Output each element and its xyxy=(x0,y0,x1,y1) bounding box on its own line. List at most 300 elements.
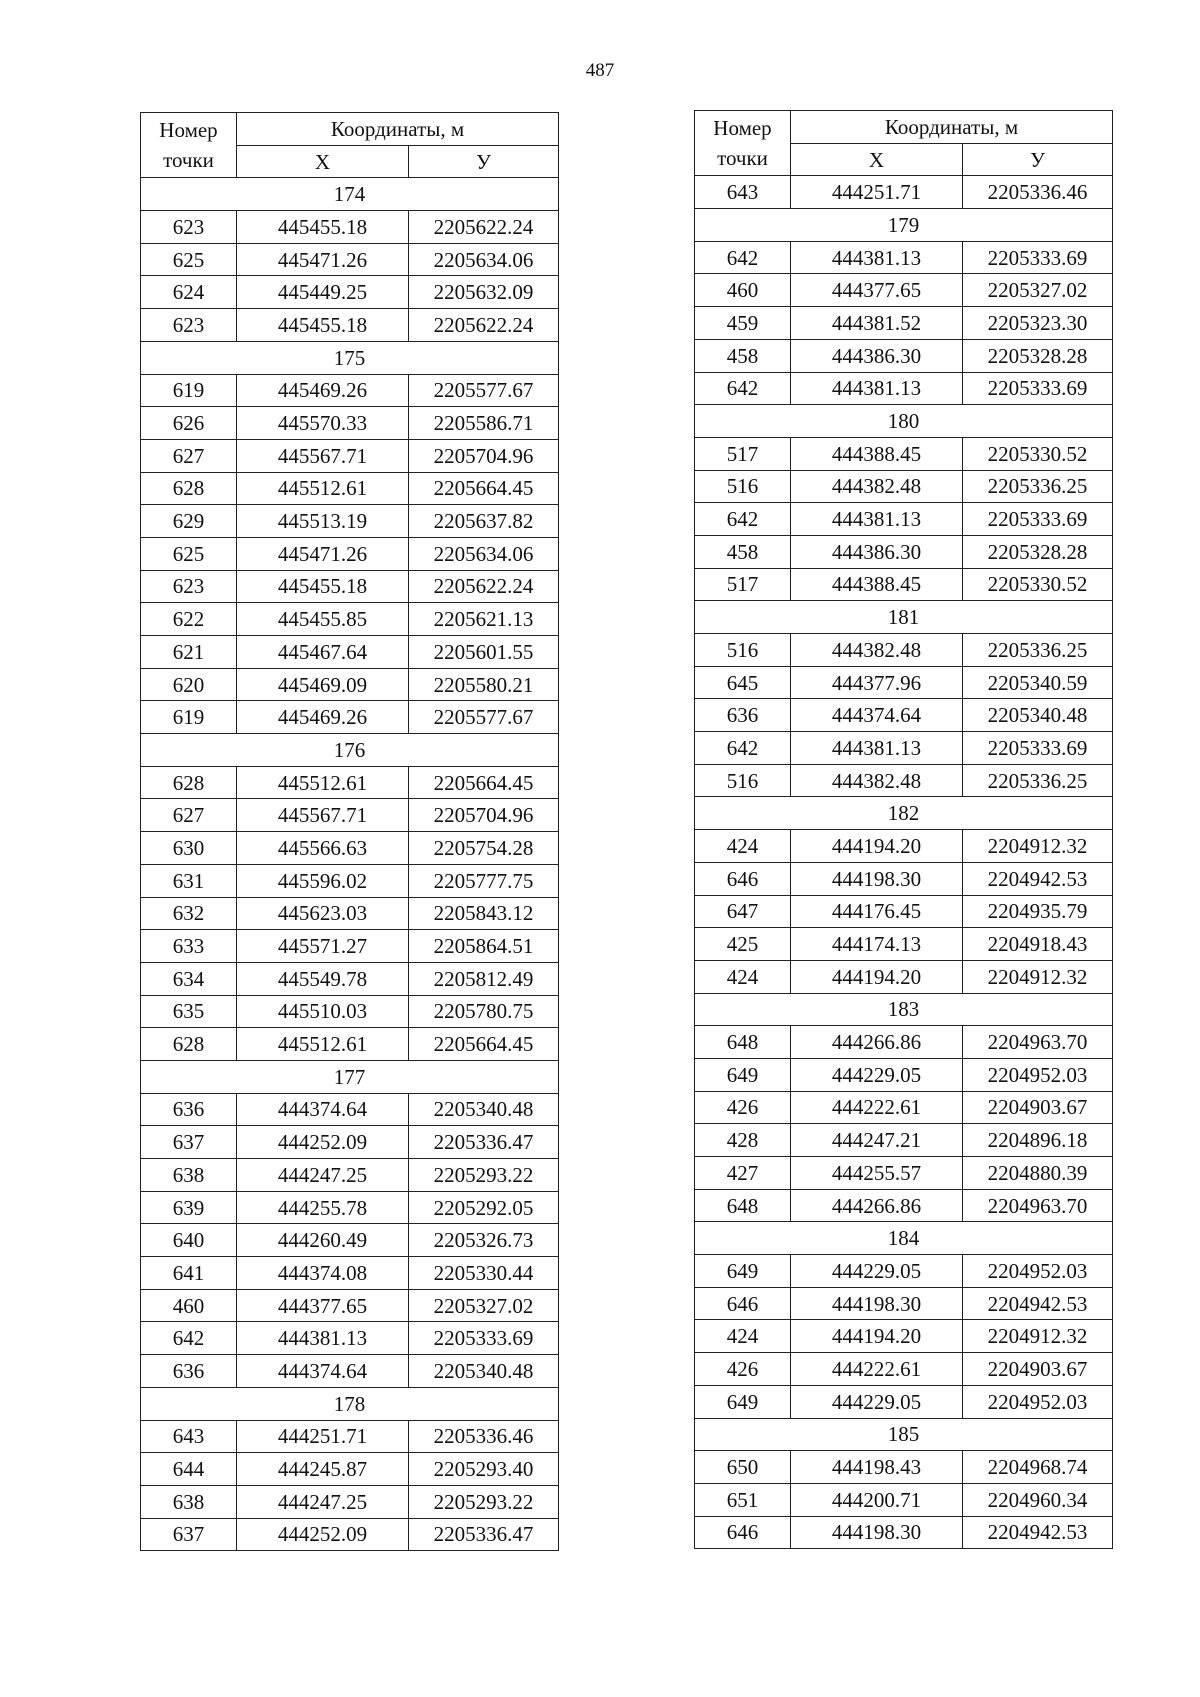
point-number-cell: 649 xyxy=(695,1058,791,1091)
table-row xyxy=(141,799,559,832)
table-row xyxy=(695,960,1113,993)
y-coordinate-cell: 2205336.47 xyxy=(409,1518,559,1551)
y-coordinate-cell: 2205292.05 xyxy=(409,1191,559,1224)
table-row xyxy=(695,1124,1113,1157)
point-number-cell: 651 xyxy=(695,1483,791,1516)
y-coordinate-cell: 2205336.47 xyxy=(409,1126,559,1159)
group-label: 179 xyxy=(695,209,1113,242)
table-row xyxy=(695,307,1113,340)
x-coordinate-cell: 445469.26 xyxy=(237,701,409,734)
table-row xyxy=(695,339,1113,372)
y-coordinate-cell: 2204942.53 xyxy=(963,1516,1113,1549)
y-coordinate-cell: 2205330.52 xyxy=(963,437,1113,470)
x-coordinate-cell: 444388.45 xyxy=(791,437,963,470)
y-coordinate-cell: 2205330.44 xyxy=(409,1257,559,1290)
y-coordinate-cell: 2204880.39 xyxy=(963,1157,1113,1190)
x-coordinate-cell: 444374.64 xyxy=(791,699,963,732)
point-number-cell: 426 xyxy=(695,1353,791,1386)
y-coordinate-cell: 2205336.25 xyxy=(963,470,1113,503)
table-row xyxy=(695,1451,1113,1484)
table-row xyxy=(695,699,1113,732)
group-label: 180 xyxy=(695,405,1113,438)
x-coordinate-cell: 444200.71 xyxy=(791,1483,963,1516)
y-coordinate-cell: 2205601.55 xyxy=(409,636,559,669)
point-number-cell: 628 xyxy=(141,472,237,505)
x-coordinate-cell: 445469.26 xyxy=(237,374,409,407)
point-number-cell: 626 xyxy=(141,407,237,440)
y-coordinate-cell: 2205323.30 xyxy=(963,307,1113,340)
group-header-row xyxy=(141,341,559,374)
x-coordinate-cell: 444229.05 xyxy=(791,1058,963,1091)
x-coordinate-cell: 444255.78 xyxy=(237,1191,409,1224)
point-number-cell: 646 xyxy=(695,1287,791,1320)
x-coordinate-cell: 444194.20 xyxy=(791,960,963,993)
y-coordinate-cell: 2205622.24 xyxy=(409,309,559,342)
x-coordinate-cell: 444374.64 xyxy=(237,1093,409,1126)
y-coordinate-cell: 2204963.70 xyxy=(963,1026,1113,1059)
x-coordinate-cell: 445467.64 xyxy=(237,636,409,669)
table-row xyxy=(141,962,559,995)
x-coordinate-cell: 444386.30 xyxy=(791,535,963,568)
group-header-row xyxy=(695,209,1113,242)
x-coordinate-cell: 445471.26 xyxy=(237,537,409,570)
table-row xyxy=(141,603,559,636)
table-row xyxy=(141,1191,559,1224)
table-row xyxy=(141,1420,559,1453)
x-coordinate-cell: 444381.13 xyxy=(791,503,963,536)
point-number-header: Номер точки xyxy=(695,111,791,176)
x-coordinate-cell: 445596.02 xyxy=(237,864,409,897)
point-number-cell: 641 xyxy=(141,1257,237,1290)
table-row xyxy=(695,503,1113,536)
table-row xyxy=(695,1157,1113,1190)
point-number-cell: 628 xyxy=(141,1028,237,1061)
table-row xyxy=(695,764,1113,797)
x-column-header: X xyxy=(237,145,409,178)
table-row xyxy=(695,1320,1113,1353)
y-coordinate-cell: 2205336.46 xyxy=(963,176,1113,209)
y-coordinate-cell: 2204960.34 xyxy=(963,1483,1113,1516)
x-coordinate-cell: 444266.86 xyxy=(791,1026,963,1059)
y-coordinate-cell: 2204912.32 xyxy=(963,830,1113,863)
table-row xyxy=(695,1026,1113,1059)
x-coordinate-cell: 444198.30 xyxy=(791,1287,963,1320)
y-coordinate-cell: 2205622.24 xyxy=(409,211,559,244)
x-coordinate-cell: 444247.25 xyxy=(237,1159,409,1192)
point-number-cell: 643 xyxy=(141,1420,237,1453)
point-number-cell: 646 xyxy=(695,862,791,895)
y-coordinate-cell: 2205704.96 xyxy=(409,799,559,832)
y-coordinate-cell: 2204903.67 xyxy=(963,1091,1113,1124)
point-number-cell: 629 xyxy=(141,505,237,538)
table-row xyxy=(695,862,1113,895)
x-coordinate-cell: 444174.13 xyxy=(791,928,963,961)
x-coordinate-cell: 444194.20 xyxy=(791,830,963,863)
y-coordinate-cell: 2204963.70 xyxy=(963,1189,1113,1222)
table-row xyxy=(141,897,559,930)
x-coordinate-cell: 445469.09 xyxy=(237,668,409,701)
group-label: 183 xyxy=(695,993,1113,1026)
x-coordinate-cell: 444260.49 xyxy=(237,1224,409,1257)
table-row xyxy=(695,1385,1113,1418)
point-number-cell: 428 xyxy=(695,1124,791,1157)
point-number-cell: 427 xyxy=(695,1157,791,1190)
y-coordinate-cell: 2205293.40 xyxy=(409,1453,559,1486)
x-coordinate-cell: 444388.45 xyxy=(791,568,963,601)
table-row xyxy=(141,276,559,309)
x-coordinate-cell: 444255.57 xyxy=(791,1157,963,1190)
y-coordinate-cell: 2205293.22 xyxy=(409,1159,559,1192)
x-coordinate-cell: 444198.30 xyxy=(791,1516,963,1549)
y-coordinate-cell: 2204918.43 xyxy=(963,928,1113,961)
y-coordinate-cell: 2205336.25 xyxy=(963,764,1113,797)
point-number-cell: 642 xyxy=(695,503,791,536)
y-coordinate-cell: 2205632.09 xyxy=(409,276,559,309)
x-coordinate-cell: 445471.26 xyxy=(237,243,409,276)
point-number-cell: 639 xyxy=(141,1191,237,1224)
page-number: 487 xyxy=(585,60,615,81)
x-coordinate-cell: 444222.61 xyxy=(791,1353,963,1386)
table-row xyxy=(141,1322,559,1355)
point-number-cell: 460 xyxy=(141,1289,237,1322)
y-coordinate-cell: 2205621.13 xyxy=(409,603,559,636)
point-number-cell: 632 xyxy=(141,897,237,930)
x-coordinate-cell: 444377.65 xyxy=(237,1289,409,1322)
x-coordinate-cell: 444381.13 xyxy=(791,372,963,405)
x-coordinate-cell: 444247.25 xyxy=(237,1485,409,1518)
y-coordinate-cell: 2205327.02 xyxy=(409,1289,559,1322)
point-number-cell: 623 xyxy=(141,570,237,603)
point-number-cell: 649 xyxy=(695,1385,791,1418)
point-number-cell: 516 xyxy=(695,634,791,667)
point-number-cell: 642 xyxy=(695,241,791,274)
y-coordinate-cell: 2205340.48 xyxy=(409,1355,559,1388)
group-label: 174 xyxy=(141,178,559,211)
point-number-cell: 625 xyxy=(141,243,237,276)
x-coordinate-cell: 444229.05 xyxy=(791,1255,963,1288)
point-number-cell: 424 xyxy=(695,830,791,863)
x-coordinate-cell: 445566.63 xyxy=(237,832,409,865)
point-number-cell: 425 xyxy=(695,928,791,961)
y-column-header: У xyxy=(409,145,559,178)
table-row xyxy=(695,732,1113,765)
x-coordinate-cell: 445455.85 xyxy=(237,603,409,636)
y-coordinate-cell: 2205637.82 xyxy=(409,505,559,538)
y-coordinate-cell: 2205340.59 xyxy=(963,666,1113,699)
table-row xyxy=(695,895,1113,928)
y-coordinate-cell: 2204952.03 xyxy=(963,1058,1113,1091)
table-row xyxy=(141,1028,559,1061)
table-row xyxy=(695,470,1113,503)
table-row xyxy=(695,176,1113,209)
table-row xyxy=(141,537,559,570)
group-header-row xyxy=(695,601,1113,634)
point-number-cell: 424 xyxy=(695,960,791,993)
x-coordinate-cell: 444374.08 xyxy=(237,1257,409,1290)
x-coordinate-cell: 444252.09 xyxy=(237,1126,409,1159)
y-coordinate-cell: 2205586.71 xyxy=(409,407,559,440)
table-row xyxy=(695,568,1113,601)
table-row xyxy=(141,211,559,244)
point-number-cell: 636 xyxy=(695,699,791,732)
x-coordinate-cell: 445570.33 xyxy=(237,407,409,440)
point-number-cell: 646 xyxy=(695,1516,791,1549)
point-number-cell: 643 xyxy=(695,176,791,209)
group-header-row xyxy=(695,1222,1113,1255)
x-coordinate-cell: 444252.09 xyxy=(237,1518,409,1551)
x-coordinate-cell: 444374.64 xyxy=(237,1355,409,1388)
x-coordinate-cell: 445512.61 xyxy=(237,766,409,799)
x-coordinate-cell: 445549.78 xyxy=(237,962,409,995)
y-coordinate-cell: 2205340.48 xyxy=(409,1093,559,1126)
x-coordinate-cell: 445567.71 xyxy=(237,799,409,832)
point-number-cell: 619 xyxy=(141,701,237,734)
y-coordinate-cell: 2205333.69 xyxy=(963,503,1113,536)
table-row xyxy=(695,1255,1113,1288)
point-number-cell: 642 xyxy=(695,372,791,405)
x-coordinate-cell: 444194.20 xyxy=(791,1320,963,1353)
point-number-cell: 516 xyxy=(695,764,791,797)
point-number-cell: 517 xyxy=(695,568,791,601)
table-row xyxy=(695,1287,1113,1320)
point-number-cell: 619 xyxy=(141,374,237,407)
point-number-cell: 642 xyxy=(695,732,791,765)
y-coordinate-cell: 2205333.69 xyxy=(409,1322,559,1355)
y-coordinate-cell: 2205328.28 xyxy=(963,535,1113,568)
x-coordinate-cell: 445455.18 xyxy=(237,211,409,244)
x-coordinate-cell: 445512.61 xyxy=(237,472,409,505)
y-coordinate-cell: 2205864.51 xyxy=(409,930,559,963)
point-number-cell: 627 xyxy=(141,799,237,832)
table-row xyxy=(141,832,559,865)
y-coordinate-cell: 2205340.48 xyxy=(963,699,1113,732)
x-coordinate-cell: 444377.65 xyxy=(791,274,963,307)
y-coordinate-cell: 2205580.21 xyxy=(409,668,559,701)
y-coordinate-cell: 2205336.25 xyxy=(963,634,1113,667)
point-number-cell: 631 xyxy=(141,864,237,897)
table-row xyxy=(141,374,559,407)
point-number-cell: 623 xyxy=(141,211,237,244)
table-row xyxy=(141,1159,559,1192)
group-label: 178 xyxy=(141,1387,559,1420)
x-coordinate-cell: 444382.48 xyxy=(791,764,963,797)
group-header-row xyxy=(141,1060,559,1093)
y-coordinate-cell: 2205754.28 xyxy=(409,832,559,865)
group-header-row xyxy=(695,993,1113,1026)
table-row xyxy=(141,1224,559,1257)
table-row xyxy=(141,1355,559,1388)
x-coordinate-cell: 445623.03 xyxy=(237,897,409,930)
group-label: 176 xyxy=(141,734,559,767)
x-coordinate-cell: 444381.52 xyxy=(791,307,963,340)
x-coordinate-cell: 445455.18 xyxy=(237,309,409,342)
table-row xyxy=(695,1483,1113,1516)
y-coordinate-cell: 2205843.12 xyxy=(409,897,559,930)
group-label: 175 xyxy=(141,341,559,374)
y-coordinate-cell: 2205812.49 xyxy=(409,962,559,995)
table-row xyxy=(695,372,1113,405)
table-row xyxy=(141,1093,559,1126)
table-row xyxy=(141,636,559,669)
y-coordinate-cell: 2205704.96 xyxy=(409,439,559,472)
point-number-cell: 625 xyxy=(141,537,237,570)
point-number-cell: 638 xyxy=(141,1159,237,1192)
x-coordinate-cell: 445513.19 xyxy=(237,505,409,538)
group-label: 185 xyxy=(695,1418,1113,1451)
y-coordinate-cell: 2205326.73 xyxy=(409,1224,559,1257)
y-coordinate-cell: 2204968.74 xyxy=(963,1451,1113,1484)
x-coordinate-cell: 445449.25 xyxy=(237,276,409,309)
table-row xyxy=(141,1126,559,1159)
x-coordinate-cell: 444381.13 xyxy=(791,241,963,274)
group-header-row xyxy=(695,405,1113,438)
table-row xyxy=(695,437,1113,470)
y-coordinate-cell: 2204896.18 xyxy=(963,1124,1113,1157)
point-number-cell: 624 xyxy=(141,276,237,309)
point-number-cell: 620 xyxy=(141,668,237,701)
x-column-header: X xyxy=(791,143,963,176)
point-number-cell: 623 xyxy=(141,309,237,342)
x-coordinate-cell: 444229.05 xyxy=(791,1385,963,1418)
table-row xyxy=(141,864,559,897)
x-coordinate-cell: 444251.71 xyxy=(237,1420,409,1453)
x-coordinate-cell: 444377.96 xyxy=(791,666,963,699)
table-row xyxy=(141,1257,559,1290)
table-row xyxy=(141,472,559,505)
table-row xyxy=(141,243,559,276)
group-header-row xyxy=(695,1418,1113,1451)
point-number-cell: 650 xyxy=(695,1451,791,1484)
x-coordinate-cell: 445567.71 xyxy=(237,439,409,472)
table-row xyxy=(695,830,1113,863)
y-coordinate-cell: 2205333.69 xyxy=(963,732,1113,765)
point-number-cell: 426 xyxy=(695,1091,791,1124)
y-coordinate-cell: 2205577.67 xyxy=(409,374,559,407)
table-row xyxy=(695,535,1113,568)
table-row xyxy=(141,701,559,734)
group-header-row xyxy=(141,734,559,767)
point-number-cell: 637 xyxy=(141,1126,237,1159)
point-number-cell: 459 xyxy=(695,307,791,340)
x-coordinate-cell: 445512.61 xyxy=(237,1028,409,1061)
table-row xyxy=(141,1453,559,1486)
y-coordinate-cell: 2205336.46 xyxy=(409,1420,559,1453)
point-number-cell: 648 xyxy=(695,1026,791,1059)
y-coordinate-cell: 2205780.75 xyxy=(409,995,559,1028)
point-number-cell: 458 xyxy=(695,535,791,568)
x-coordinate-cell: 444176.45 xyxy=(791,895,963,928)
y-coordinate-cell: 2205664.45 xyxy=(409,1028,559,1061)
point-number-cell: 424 xyxy=(695,1320,791,1353)
point-number-cell: 636 xyxy=(141,1093,237,1126)
x-coordinate-cell: 444382.48 xyxy=(791,634,963,667)
table-row xyxy=(695,1091,1113,1124)
table-row xyxy=(695,1189,1113,1222)
y-coordinate-cell: 2205330.52 xyxy=(963,568,1113,601)
point-number-cell: 637 xyxy=(141,1518,237,1551)
point-number-cell: 642 xyxy=(141,1322,237,1355)
y-coordinate-cell: 2204942.53 xyxy=(963,862,1113,895)
table-row xyxy=(695,666,1113,699)
point-number-cell: 634 xyxy=(141,962,237,995)
table-row xyxy=(695,1516,1113,1549)
table-row xyxy=(141,505,559,538)
point-number-cell: 517 xyxy=(695,437,791,470)
point-number-cell: 647 xyxy=(695,895,791,928)
table-row xyxy=(695,274,1113,307)
group-label: 177 xyxy=(141,1060,559,1093)
point-number-cell: 648 xyxy=(695,1189,791,1222)
x-coordinate-cell: 444382.48 xyxy=(791,470,963,503)
y-coordinate-cell: 2204935.79 xyxy=(963,895,1113,928)
y-coordinate-cell: 2204903.67 xyxy=(963,1353,1113,1386)
y-coordinate-cell: 2204952.03 xyxy=(963,1255,1113,1288)
table-row xyxy=(141,407,559,440)
x-coordinate-cell: 445455.18 xyxy=(237,570,409,603)
table-row xyxy=(695,634,1113,667)
point-number-header: Номер точки xyxy=(141,113,237,178)
group-header-row xyxy=(141,178,559,211)
y-coordinate-cell: 2205664.45 xyxy=(409,472,559,505)
table-row xyxy=(141,309,559,342)
x-coordinate-cell: 444247.21 xyxy=(791,1124,963,1157)
y-column-header: У xyxy=(963,143,1113,176)
y-coordinate-cell: 2205634.06 xyxy=(409,243,559,276)
point-number-cell: 633 xyxy=(141,930,237,963)
point-number-cell: 645 xyxy=(695,666,791,699)
point-number-cell: 649 xyxy=(695,1255,791,1288)
table-row xyxy=(141,570,559,603)
x-coordinate-cell: 444245.87 xyxy=(237,1453,409,1486)
y-coordinate-cell: 2205328.28 xyxy=(963,339,1113,372)
coordinates-table-left xyxy=(140,112,559,1551)
point-number-cell: 640 xyxy=(141,1224,237,1257)
y-coordinate-cell: 2205777.75 xyxy=(409,864,559,897)
x-coordinate-cell: 444198.30 xyxy=(791,862,963,895)
point-number-cell: 516 xyxy=(695,470,791,503)
y-coordinate-cell: 2204912.32 xyxy=(963,1320,1113,1353)
table-row xyxy=(141,930,559,963)
x-coordinate-cell: 445510.03 xyxy=(237,995,409,1028)
table-row xyxy=(695,1058,1113,1091)
y-coordinate-cell: 2205293.22 xyxy=(409,1485,559,1518)
y-coordinate-cell: 2205664.45 xyxy=(409,766,559,799)
y-coordinate-cell: 2204912.32 xyxy=(963,960,1113,993)
point-number-cell: 630 xyxy=(141,832,237,865)
coordinates-table-right xyxy=(694,110,1113,1549)
point-number-cell: 627 xyxy=(141,439,237,472)
table-row xyxy=(141,766,559,799)
x-coordinate-cell: 444222.61 xyxy=(791,1091,963,1124)
table-row xyxy=(141,1289,559,1322)
table-row xyxy=(141,668,559,701)
table-row xyxy=(141,995,559,1028)
y-coordinate-cell: 2205333.69 xyxy=(963,241,1113,274)
group-label: 184 xyxy=(695,1222,1113,1255)
point-number-cell: 644 xyxy=(141,1453,237,1486)
x-coordinate-cell: 444251.71 xyxy=(791,176,963,209)
point-number-cell: 628 xyxy=(141,766,237,799)
y-coordinate-cell: 2205577.67 xyxy=(409,701,559,734)
group-header-row xyxy=(695,797,1113,830)
table-row xyxy=(141,439,559,472)
x-coordinate-cell: 444386.30 xyxy=(791,339,963,372)
table-row xyxy=(695,928,1113,961)
point-number-cell: 635 xyxy=(141,995,237,1028)
coordinates-header: Координаты, м xyxy=(791,111,1113,144)
group-header-row xyxy=(141,1387,559,1420)
point-number-cell: 460 xyxy=(695,274,791,307)
